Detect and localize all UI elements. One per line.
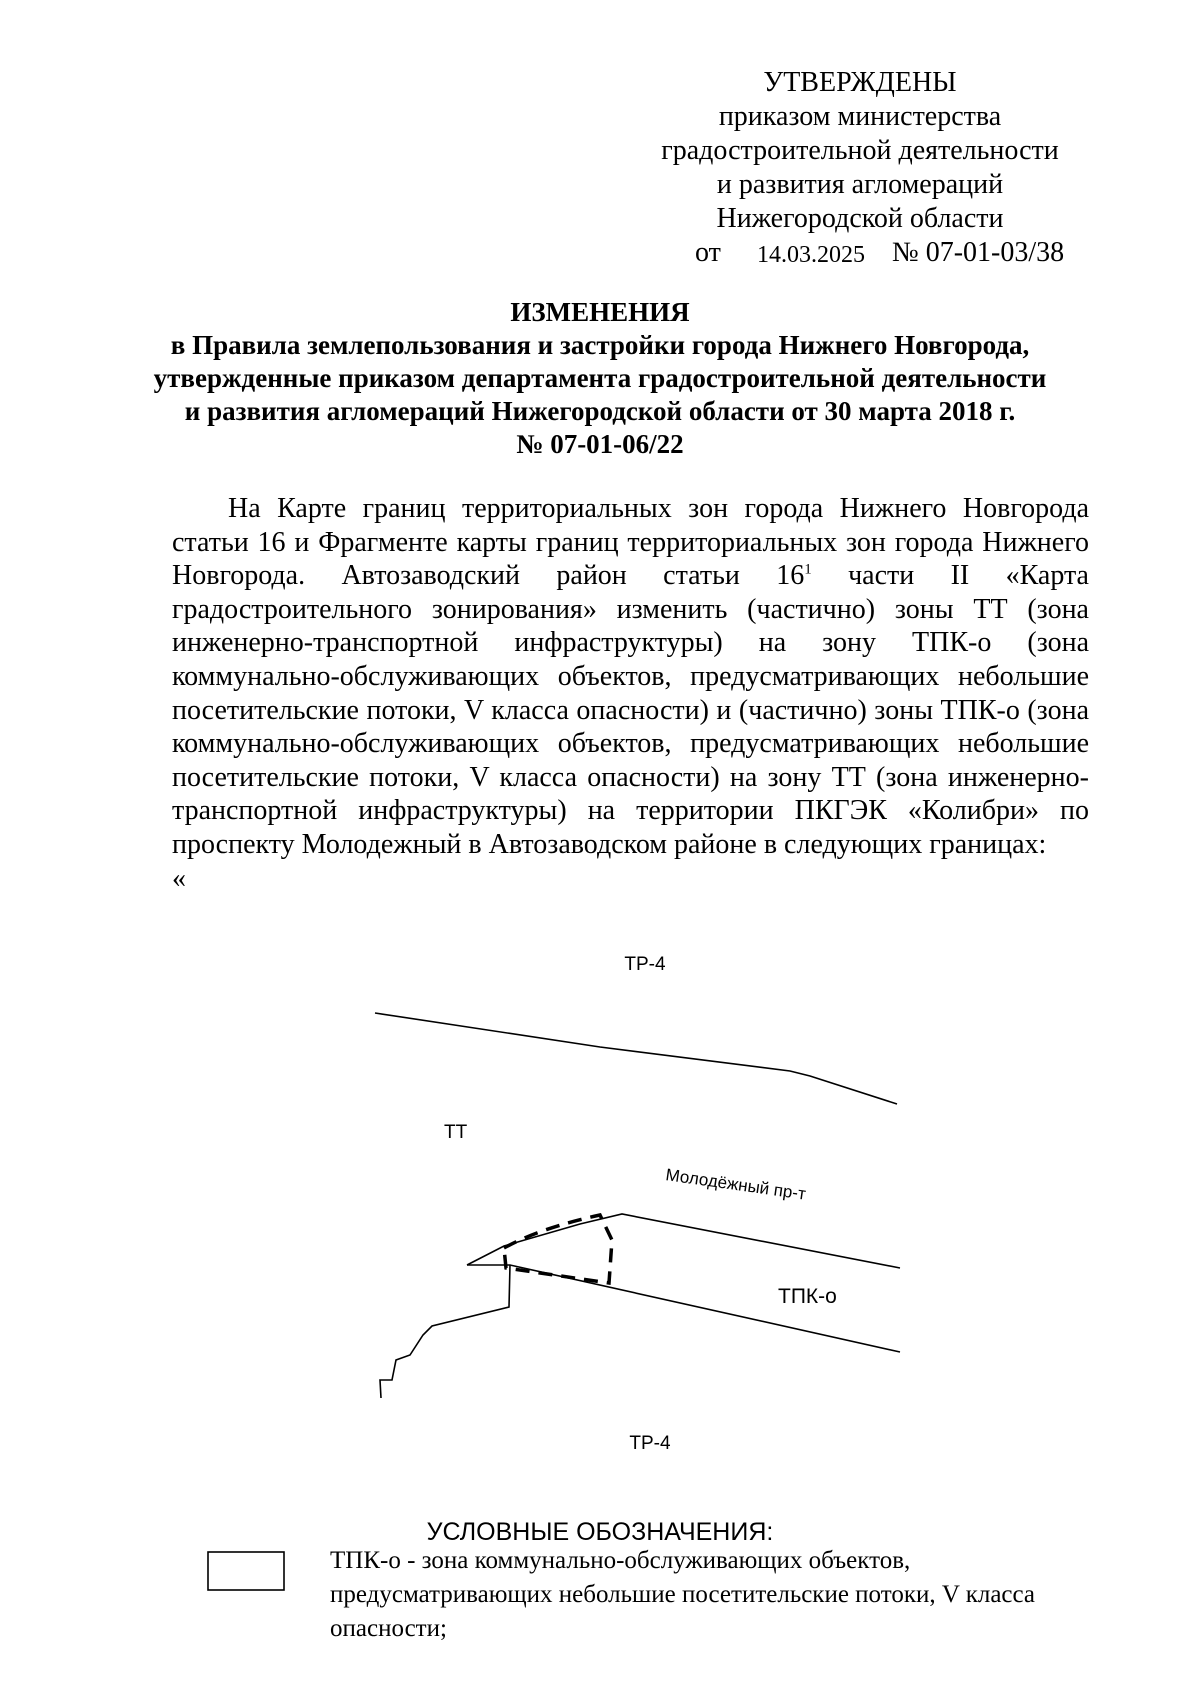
legend-symbol (206, 1550, 286, 1592)
title-line: в Правила землепользования и застройки города Нижнего Новгорода, (170, 330, 1030, 360)
approval-line: градостроительной деятельности (661, 135, 1059, 166)
road-upper-edge (375, 1013, 897, 1104)
changed-area-outline (504, 1215, 612, 1283)
label-street: Молодёжный пр-т (664, 1165, 808, 1204)
approval-line: и развития агломераций (716, 169, 1004, 200)
title-line: № 07-01-06/22 (516, 429, 684, 459)
body-part-1: На Карте границ территориальных зон города Нижнего Новгорода статьи 16 и Фрагменте карты границ территориальных зон города Нижнего Новгорода. Автозаводский район статьи 16 (172, 493, 1089, 592)
zone-map (0, 940, 1200, 1460)
title-line: утвержденные приказом департамента градостроительной деятельности (153, 363, 1047, 393)
title-line: и развития агломераций Нижегородской области от 30 марта 2018 г. (184, 396, 1016, 426)
label-tt: ТТ (444, 1122, 468, 1143)
approval-heading: УТВЕРЖДЕНЫ (763, 67, 957, 98)
label-tr4-bottom: ТР-4 (629, 1433, 671, 1454)
approval-line: Нижегородской области (716, 203, 1004, 234)
approval-block (640, 66, 1080, 270)
article-superscript: 1 (804, 561, 812, 578)
tpk-boundary-top (467, 1214, 900, 1268)
order-date: 14.03.2025 (757, 242, 865, 268)
opening-quote: « (172, 862, 186, 894)
body-text (172, 492, 1089, 895)
body-paragraph (172, 492, 1089, 862)
tpk-boundary-left (467, 1265, 900, 1352)
legend-description: ТПК-о - зона коммунально-обслуживающих объектов, предусматривающих небольшие посетительские потоки, V класса опасности; (330, 1547, 1036, 1642)
label-tpk: ТПК-о (778, 1285, 837, 1308)
legend-title: УСЛОВНЫЕ ОБОЗНАЧЕНИЯ: (426, 1518, 774, 1546)
order-line (640, 236, 1080, 270)
title-main: ИЗМЕНЕНИЯ (510, 297, 690, 327)
tr4-boundary (380, 1265, 510, 1398)
label-tr4-top: ТР-4 (624, 954, 666, 975)
approval-line: приказом министерства (718, 101, 1002, 132)
order-from-label: от (695, 237, 721, 268)
body-part-2: части II «Карта градостроительного зонирования» изменить (частично) зоны ТТ (зона инженерно-транспортной инфраструктуры) на зону ТПК-о (зона коммунально-обслуживающих объектов, предусматривающих небольшие посетительские потоки, V класса опасности) и (частично) зоны ТПК-о (зона коммунально-обслуживающих объектов, предусматривающих небольшие посетительские потоки, V класса опасности) на зону ТТ (зона инженерно-транспортной инфраструктуры) на территории ПКГЭК «Колибри» по проспекту Молодежный в Автозаводском районе в следующих границах: (172, 560, 1089, 860)
order-number: № 07-01-03/38 (892, 237, 1065, 268)
document-title (100, 296, 1100, 461)
